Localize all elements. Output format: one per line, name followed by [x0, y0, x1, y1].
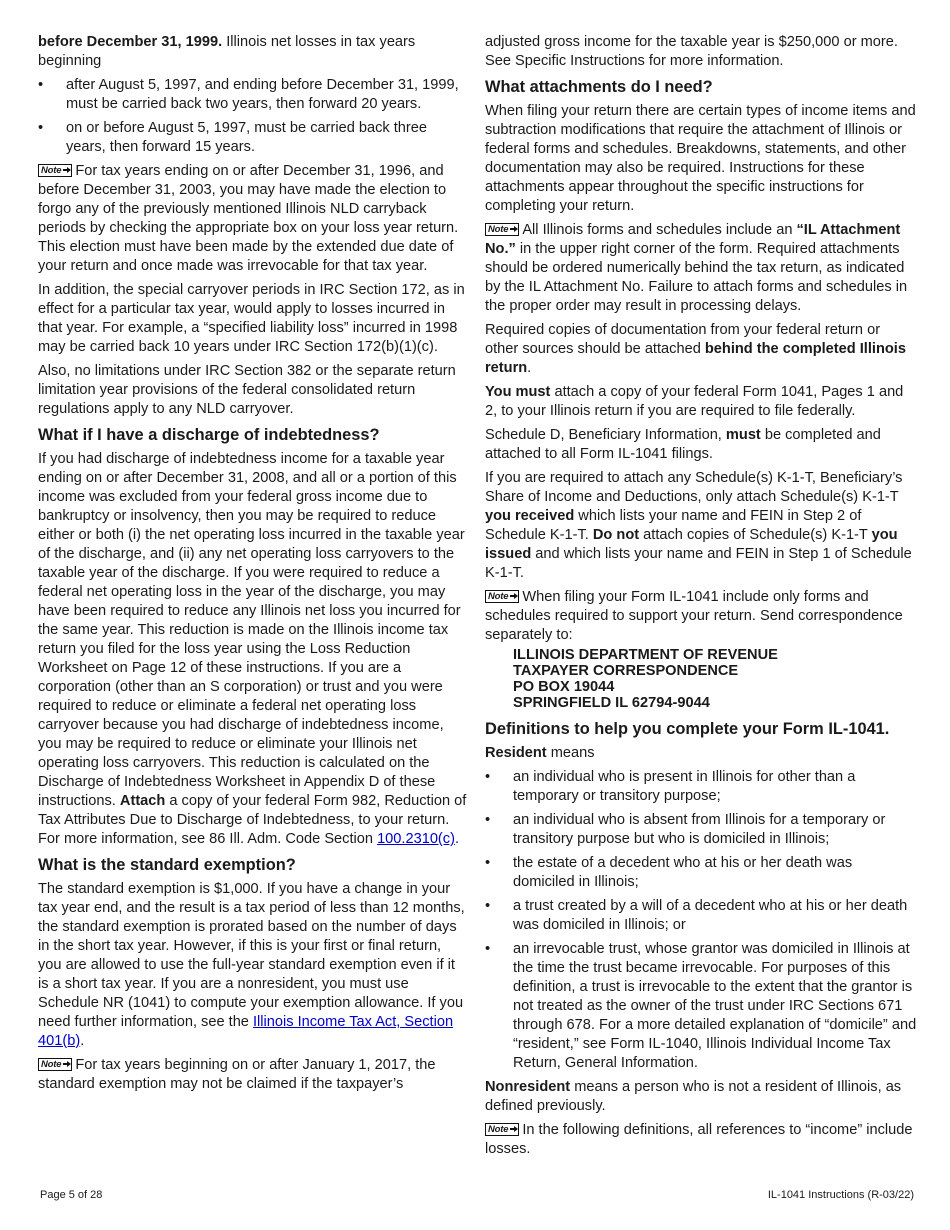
note-paragraph: Note In the following definitions, all references to “income” include losses.	[485, 1122, 913, 1157]
discharge-heading: What if I have a discharge of indebtedness?	[38, 426, 380, 444]
form-id: IL-1041 Instructions (R-03/22)	[767, 1189, 914, 1201]
k1-paragraph: If you are required to attach any Schedule(s) K-1-T, Beneficiary’s Share of Income and Deductions, only attach Schedule(s) K-1-T you received which lists your name and FEIN in Step 2 of Schedule K-1-T. Do not attach copies of Schedule(s) K-1-T you issued and which lists your name and FEIN in Step 1 of Schedule K-1-T.	[485, 470, 912, 581]
list-item: • an individual who is present in Illinois for other than a temporary or transitory purpose;	[485, 768, 917, 806]
intro-paragraph: before December 31, 1999. Illinois net losses in tax years beginning	[38, 34, 416, 69]
continuation-paragraph: adjusted gross income for the taxable year is $250,000 or more. See Specific Instructions for more information.	[485, 34, 898, 69]
note-icon: Note	[485, 590, 519, 603]
note-paragraph: Note When filing your Form IL-1041 include only forms and schedules required to support your return. Send correspondence separately to:	[485, 589, 903, 643]
list-item: • an individual who is absent from Illinois for a temporary or transitory purpose but who is domiciled in Illinois;	[485, 811, 917, 849]
admin-code-link[interactable]: 100.2310(c)	[377, 831, 455, 847]
nonresident-paragraph: Nonresident means a person who is not a resident of Illinois, as defined previously.	[485, 1079, 902, 1114]
left-column	[38, 33, 468, 1099]
mailing-address	[513, 647, 917, 711]
address-line: TAXPAYER CORRESPONDENCE	[513, 663, 739, 679]
address-line: ILLINOIS DEPARTMENT OF REVENUE	[513, 647, 778, 663]
attachments-heading: What attachments do I need?	[485, 78, 713, 96]
carryback-list	[38, 76, 468, 157]
address-line: PO BOX 19044	[513, 679, 615, 695]
discharge-paragraph: If you had discharge of indebtedness income for a taxable year ending on or after December 31, 2008, and all or a portion of this income was excluded from your federal gross income due to bankruptcy or insolvency, then you may be required to reduce either or both (i) the net operating loss incurred in the taxable year of the discharge, and (ii) any net operating loss carryovers to the taxable year of the discharge. If you were required to reduce a federal net operating loss in the year of the discharge, you may have been required to reduce any Illinois net loss you incurred for the same year. This reduction is made on the Illinois income tax return you filed for the loss year using the Loss Reduction Worksheet on Page 12 of these instructions. If you are a corporation (other than an S corporation) or trust and you were required to reduce or eliminate a federal net operating loss carryover because you had discharge of indebtedness income, you may be required to reduce or eliminate your Illinois net operating loss carryovers. This reduction is calculated on the Discharge of Indebtedness Worksheet in Appendix D of these instructions. Attach a copy of your federal Form 982, Reduction of Tax Attributes Due to Discharge of Indebtedness, to your return. For more information, see 86 Ill. Adm. Code Section 100.2310(c).	[38, 451, 467, 847]
copies-paragraph: Required copies of documentation from your federal return or other sources should be attached behind the completed Illinois return.	[485, 322, 906, 376]
note-paragraph: Note For tax years ending on or after December 31, 1996, and before December 31, 2003, you may have made the election to forgo any of the previously mentioned Illinois NLD carryback periods by checking the appropriate box on your loss year return. This election must have been made by the extended due date of your return and once made was irrevocable for that tax year.	[38, 163, 459, 274]
note-icon: Note	[485, 223, 519, 236]
list-item: • a trust created by a will of a decedent who at his or her death was domiciled in Illinois; or	[485, 897, 917, 935]
note-paragraph: Note For tax years beginning on or after January 1, 2017, the standard exemption may not be claimed if the taxpayer’s	[38, 1057, 436, 1092]
right-column	[485, 33, 917, 1164]
must-paragraph: You must attach a copy of your federal Form 1041, Pages 1 and 2, to your Illinois return if you are required to file federally.	[485, 384, 904, 419]
attachments-paragraph: When filing your return there are certain types of income items and subtraction modifications that require the attachment of Illinois or federal forms and schedules. Breakdowns, statements, and other documentation may also be required. Instructions for these attachments appear throughout the specific instructions for completing your return.	[485, 103, 916, 214]
address-line: SPRINGFIELD IL 62794-9044	[513, 695, 710, 711]
resident-list	[485, 768, 917, 1073]
addition-paragraph: In addition, the special carryover periods in IRC Section 172, as in effect for a particular tax year, would apply to losses incurred in that year. For example, a “specified liability loss” incurred in 1998 may be carried back 10 years under IRC Section 172(b)(1)(c).	[38, 282, 465, 355]
schedule-d-paragraph: Schedule D, Beneficiary Information, must be completed and attached to all Form IL-1041 filings.	[485, 427, 881, 462]
page-number: Page 5 of 28	[40, 1189, 103, 1201]
list-item: • on or before August 5, 1997, must be carried back three years, then forward 15 years.	[38, 119, 468, 157]
exemption-heading: What is the standard exemption?	[38, 856, 296, 874]
note-icon: Note	[485, 1123, 519, 1136]
tax-act-link[interactable]: Illinois Income Tax Act, Section 401(b)	[38, 1014, 454, 1049]
also-paragraph: Also, no limitations under IRC Section 382 or the separate return limitation year provisions of the federal consolidated return regulations apply to any NLD carryover.	[38, 363, 456, 417]
exemption-paragraph: The standard exemption is $1,000. If you have a change in your tax year end, and the result is a tax period of less than 12 months, the standard exemption is prorated based on the number of days in the short tax year. However, if this is your first or final return, you are allowed to use the full-year standard exemption even if it is a short tax year. If you are a nonresident, you must use Schedule NR (1041) to compute your exemption allowance. If you need further information, see the Illinois Income Tax Act, Section 401(b).	[38, 881, 465, 1049]
list-item: • after August 5, 1997, and ending before December 31, 1999, must be carried back two years, then forward 20 years.	[38, 76, 468, 114]
definitions-heading: Definitions to help you complete your Form IL-1041.	[485, 720, 890, 738]
note-icon: Note	[38, 164, 72, 177]
note-paragraph: Note All Illinois forms and schedules include an “IL Attachment No.” in the upper right corner of the form. Required attachments should be ordered numerically behind the tax return, as indicated by the IL Attachment No. Failure to attach forms and schedules in the proper order may result in processing delays.	[485, 222, 908, 314]
resident-paragraph: Resident means	[485, 745, 595, 761]
list-item: • the estate of a decedent who at his or her death was domiciled in Illinois;	[485, 854, 917, 892]
note-icon: Note	[38, 1058, 72, 1071]
list-item: • an irrevocable trust, whose grantor was domiciled in Illinois at the time the trust became irrevocable. For purposes of this definition, a trust is irrevocable to the extent that the grantor is not treated as the owner of the trust under IRC Sections 671 through 678. For a more detailed explanation of “domicile” and “resident,” see Form IL-1040, Illinois Individual Income Tax Return, General Information.	[485, 940, 917, 1073]
